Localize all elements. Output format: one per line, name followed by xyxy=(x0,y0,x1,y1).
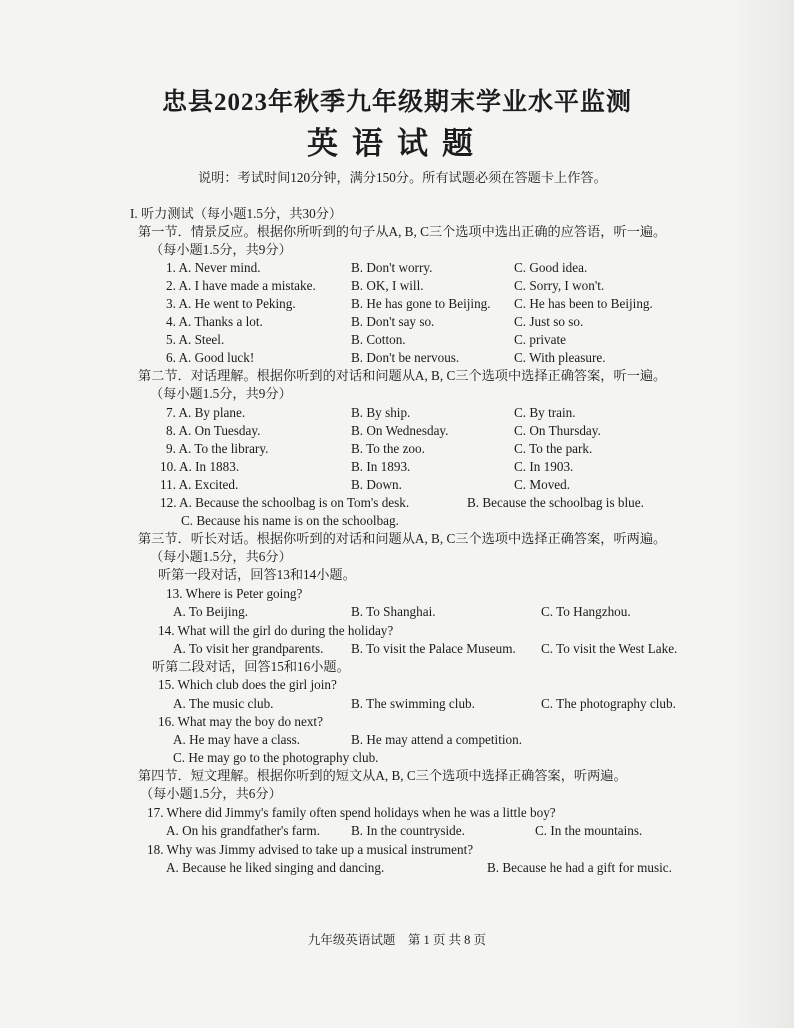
q4-option-b: B. Don't say so. xyxy=(351,314,435,329)
q10-option-a: 10. A. In 1883. xyxy=(160,459,240,474)
part3-instruction: 第三节．听长对话。根据你听到的对话和问题从A, B, C三个选项中选择正确答案，听两遍。 xyxy=(138,531,667,546)
q13-option-a: A. To Beijing. xyxy=(173,604,249,619)
q11-option-c: C. Moved. xyxy=(514,477,571,492)
q7-option-b: B. By ship. xyxy=(351,405,411,420)
q18-stem: 18. Why was Jimmy advised to take up a musical instrument? xyxy=(147,842,474,857)
q14-option-c: C. To visit the West Lake. xyxy=(541,641,678,656)
q3-option-a: 3. A. He went to Peking. xyxy=(166,296,296,311)
q17-option-b: B. In the countryside. xyxy=(351,823,465,838)
q6-option-c: C. With pleasure. xyxy=(514,350,606,365)
q8-option-c: C. On Thursday. xyxy=(514,423,601,438)
q5-option-a: 5. A. Steel. xyxy=(166,332,225,347)
q14-option-b: B. To visit the Palace Museum. xyxy=(351,641,516,656)
instructions: 说明：考试时间120分钟，满分150分。所有试题必须在答题卡上作答。 xyxy=(198,170,607,185)
q16-option-a: A. He may have a class. xyxy=(173,732,301,747)
q12-option-a: 12. A. Because the schoolbag is on Tom's desk. xyxy=(160,495,410,510)
part4-instruction: 第四节．短文理解。根据你听到的短文从A, B, C三个选项中选择正确答案，听两遍。 xyxy=(138,768,627,783)
q3-option-c: C. He has been to Beijing. xyxy=(514,296,653,311)
q7-option-a: 7. A. By plane. xyxy=(166,405,246,420)
q17-option-a: A. On his grandfather's farm. xyxy=(166,823,320,838)
q14-option-a: A. To visit her grandparents. xyxy=(173,641,324,656)
part1-score: （每小题1.5分，共9分） xyxy=(150,242,292,257)
q9-option-c: C. To the park. xyxy=(514,441,593,456)
q6-option-b: B. Don't be nervous. xyxy=(351,350,460,365)
q2-option-c: C. Sorry, I won't. xyxy=(514,278,605,293)
q15-option-b: B. The swimming club. xyxy=(351,696,475,711)
q11-option-b: B. Down. xyxy=(351,477,402,492)
q4-option-c: C. Just so so. xyxy=(514,314,584,329)
part4-score: （每小题1.5分，共6分） xyxy=(140,786,282,801)
q8-option-b: B. On Wednesday. xyxy=(351,423,449,438)
q10-option-c: C. In 1903. xyxy=(514,459,574,474)
q1-option-c: C. Good idea. xyxy=(514,260,588,275)
part3-score: （每小题1.5分，共6分） xyxy=(150,549,292,564)
q12-option-b: B. Because the schoolbag is blue. xyxy=(467,495,644,510)
q7-option-c: C. By train. xyxy=(514,405,576,420)
q2-option-a: 2. A. I have made a mistake. xyxy=(166,278,316,293)
q4-option-a: 4. A. Thanks a lot. xyxy=(166,314,263,329)
q15-option-c: C. The photography club. xyxy=(541,696,676,711)
q18-option-a: A. Because he liked singing and dancing. xyxy=(166,860,385,875)
q1-option-a: 1. A. Never mind. xyxy=(166,260,261,275)
part2-instruction: 第二节．对话理解。根据你听到的对话和问题从A, B, C三个选项中选择正确答案，听一遍。 xyxy=(138,368,667,383)
q5-option-b: B. Cotton. xyxy=(351,332,406,347)
q8-option-a: 8. A. On Tuesday. xyxy=(166,423,261,438)
q9-option-b: B. To the zoo. xyxy=(351,441,425,456)
q2-option-b: B. OK, I will. xyxy=(351,278,424,293)
q17-stem: 17. Where did Jimmy's family often spend holidays when he was a little boy? xyxy=(147,805,556,820)
q15-stem: 15. Which club does the girl join? xyxy=(158,677,337,692)
q16-option-b: B. He may attend a competition. xyxy=(351,732,523,747)
scan-edge-shadow xyxy=(734,0,794,1028)
q3-option-b: B. He has gone to Beijing. xyxy=(351,296,491,311)
subject-title: 英语试题 xyxy=(307,126,487,161)
exam-title: 忠县2023年秋季九年级期末学业水平监测 xyxy=(161,89,632,116)
dialog2-note: 听第二段对话，回答15和16小题。 xyxy=(152,659,350,674)
q13-option-c: C. To Hangzhou. xyxy=(541,604,631,619)
q16-option-c: C. He may go to the photography club. xyxy=(173,750,379,765)
q18-option-b: B. Because he had a gift for music. xyxy=(487,860,672,875)
q9-option-a: 9. A. To the library. xyxy=(166,441,269,456)
q16-stem: 16. What may the boy do next? xyxy=(158,714,323,729)
q10-option-b: B. In 1893. xyxy=(351,459,411,474)
q17-option-c: C. In the mountains. xyxy=(535,823,643,838)
q13-stem: 13. Where is Peter going? xyxy=(166,586,303,601)
q5-option-c: C. private xyxy=(514,332,567,347)
page-footer: 九年级英语试题 第 1 页 共 8 页 xyxy=(307,933,487,947)
q13-option-b: B. To Shanghai. xyxy=(351,604,436,619)
part2-score: （每小题1.5分，共9分） xyxy=(150,386,292,401)
q11-option-a: 11. A. Excited. xyxy=(160,477,239,492)
q14-stem: 14. What will the girl do during the holiday? xyxy=(158,623,394,638)
dialog1-note: 听第一段对话，回答13和14小题。 xyxy=(158,567,356,582)
q12-option-c: C. Because his name is on the schoolbag. xyxy=(181,513,399,528)
part1-instruction: 第一节．情景反应。根据你所听到的句子从A, B, C三个选项中选出正确的应答语，听一遍。 xyxy=(138,224,667,239)
q6-option-a: 6. A. Good luck! xyxy=(166,350,255,365)
q1-option-b: B. Don't worry. xyxy=(351,260,433,275)
q15-option-a: A. The music club. xyxy=(173,696,274,711)
section-heading: I. 听力测试（每小题1.5分，共30分） xyxy=(130,206,343,221)
